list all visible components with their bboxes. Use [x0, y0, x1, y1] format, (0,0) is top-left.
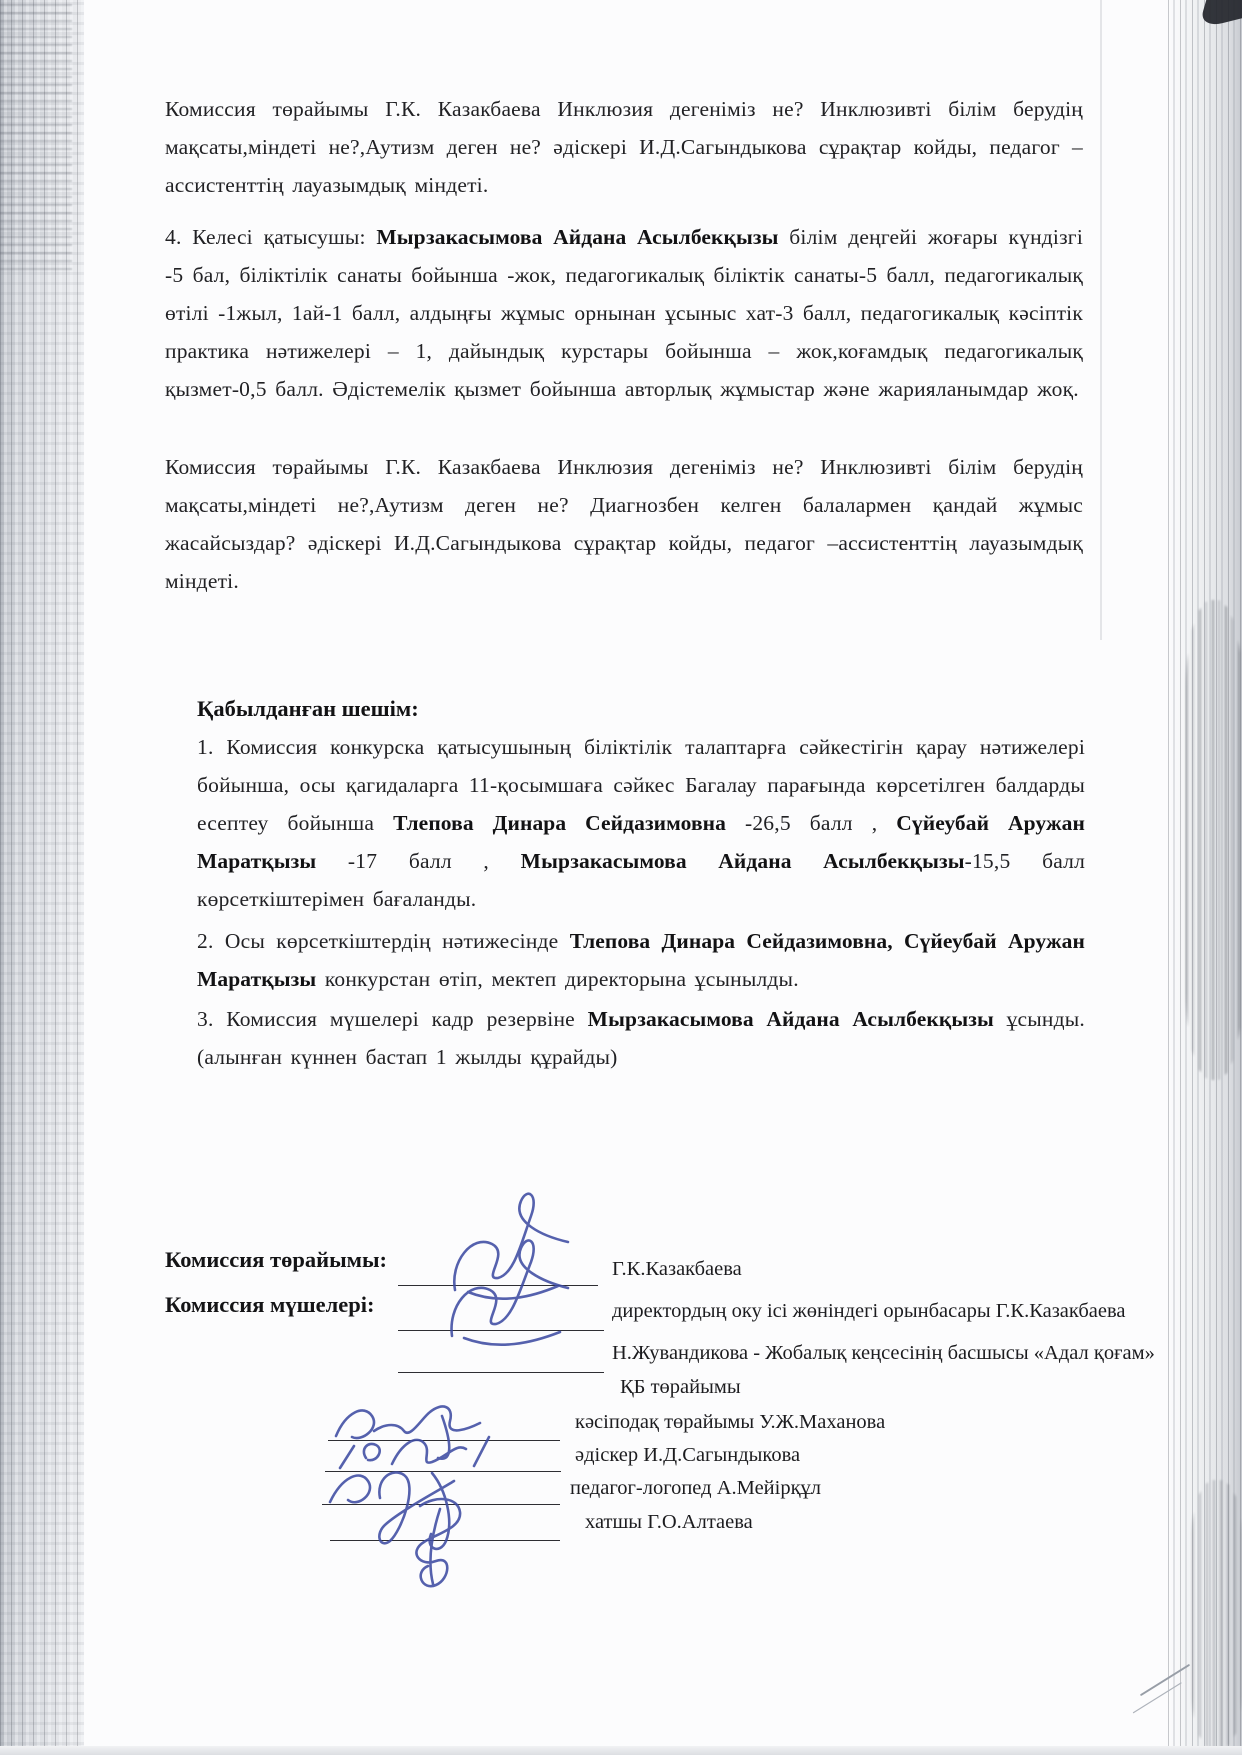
member-6-title: хатшы Г.О.Алтаева — [585, 1511, 753, 1533]
text-run: Комиссия төрайымы Г.К. Казакбаева Инклюзия дегеніміз не? Инклюзивті білім берудің мақсаты,міндеті не?,Аутизм деген не? Диагнозбен келген балалармен қандай жұмыс жасайсыздар? әдіскері И.Д.Сагындыкова сұрақтар койды, педагог –ассистенттің лауазымдық міндеті. — [165, 455, 1083, 593]
signature-line-member-1 — [398, 1330, 604, 1331]
signature-line-member-3 — [328, 1440, 560, 1441]
scan-noise-right-edge — [1168, 0, 1242, 1755]
decision-item-2 — [197, 922, 1085, 998]
decision-item-3 — [197, 1000, 1085, 1076]
paragraph-commission-questions-1 — [165, 90, 1083, 204]
signature-member-4 — [340, 1437, 489, 1468]
candidate-name-bold: Тлепова Динара Сейдазимовна, Сүйеубай Аружан Маратқызы — [197, 929, 1085, 991]
member-4-title: әдіскер И.Д.Сагындыкова — [575, 1444, 801, 1466]
signature-chair — [454, 1194, 568, 1299]
candidate-name-bold: Мырзакасымова Айдана Асылбекқызы — [587, 1007, 994, 1031]
paragraph-commission-questions-2 — [165, 448, 1083, 600]
signature-member-6 — [416, 1499, 460, 1586]
signature-member-5 — [330, 1472, 454, 1548]
pencil-scratch-mark — [1140, 1664, 1190, 1696]
text-run: 1. Комиссия конкурска қатысушының біліктілік талаптарға сәйкестігін қарау нәтижелері бойынша, осы қагидаларга 11-қосымшаға сәйкес Багалау парағында көрсетілген балдарды есептеу бойынша — [197, 735, 1085, 835]
candidate-name-bold: Сүйеубай Аружан Маратқызы — [197, 811, 1086, 873]
decision-heading: Қабылданған шешім: — [197, 696, 419, 721]
signature-line-member-2 — [398, 1372, 604, 1373]
text-run: -15,5 балл көрсеткіштерімен бағаланды. — [197, 849, 1085, 911]
signature-member-3 — [336, 1406, 480, 1458]
candidate-name-bold: Тлепова Динара Сейдазимовна — [393, 811, 726, 835]
signature-line-member-6 — [330, 1540, 560, 1541]
members-label: Комиссия мүшелері: — [165, 1292, 375, 1317]
text-run: білім деңгейі жоғары күндізгі -5 бал, біліктілік санаты бойынша -жок, педагогикалық біліктік санаты-5 балл, педагогикалық өтілі -1жыл, 1ай-1 балл, алдыңғы жұмыс орнынан ұсыныс хат-3 балл, педагогикалық кәсіптік практика нәтижелері – 1, дайындық курстары бойынша – жок,коғамдық педагогикалық қызмет-0,5 балл. Әдістемелік қызмет бойынша авторлық жұмыстар және жарияланымдар жоқ. — [165, 225, 1083, 401]
text-run: 4. Келесі қатысушы: — [165, 225, 377, 249]
member-2-title-cont: ҚБ төрайымы — [620, 1376, 741, 1398]
paragraph-candidate-4 — [165, 218, 1083, 408]
scan-bottom-edge — [0, 1746, 1242, 1755]
text-run: -26,5 балл , — [726, 811, 897, 835]
text-run: ұсынды.(алынған күннен бастап 1 жылды құрайды) — [197, 1007, 1085, 1069]
text-run: Комиссия төрайымы Г.К. Казакбаева Инклюзия дегеніміз не? Инклюзивті білім берудің мақсаты,міндеті не?,Аутизм деген не? әдіскері И.Д.Сагындыкова сұрақтар койды, педагог –ассистенттің лауазымдық міндеті. — [165, 97, 1083, 197]
candidate-name-bold: Мырзакасымова Айдана Асылбекқызы — [520, 849, 965, 873]
member-3-title: кәсіподақ төрайымы У.Ж.Маханова — [575, 1411, 886, 1433]
scan-noise-left-top — [0, 0, 72, 270]
member-2-title: Н.Жувандикова - Жобалық кеңсесінің басшысы «Адал қоғам» — [612, 1342, 1155, 1364]
scan-smudge-right-bottom — [1192, 1480, 1242, 1750]
scan-faint-streak — [1100, 0, 1102, 640]
member-5-title: педагог-логопед А.Мейірқұл — [570, 1477, 822, 1499]
signature-line-member-5 — [322, 1504, 560, 1505]
candidate-name-bold: Мырзакасымова Айдана Асылбекқызы — [376, 225, 779, 249]
chair-name: Г.К.Казакбаева — [612, 1258, 742, 1280]
scan-smudge-right-middle — [1186, 600, 1242, 1080]
scan-noise-left-edge — [0, 0, 84, 1755]
signature-line-chair — [398, 1285, 598, 1286]
text-run: -17 балл , — [316, 849, 521, 873]
text-run: 3. Комиссия мүшелері кадр резервіне — [197, 1007, 588, 1031]
member-1-title: директордың оку ісі жөніндегі орынбасары Г.К.Казакбаева — [612, 1300, 1126, 1322]
text-run: конкурстан өтіп, мектеп директорына ұсынылды. — [316, 967, 799, 991]
chair-label: Комиссия төрайымы: — [165, 1247, 388, 1272]
scan-dark-corner-top-right — [1198, 0, 1242, 29]
text-run: 2. Осы көрсеткіштердің нәтижесінде — [197, 929, 570, 953]
decision-item-1 — [197, 728, 1085, 918]
signature-line-member-4 — [325, 1471, 561, 1472]
